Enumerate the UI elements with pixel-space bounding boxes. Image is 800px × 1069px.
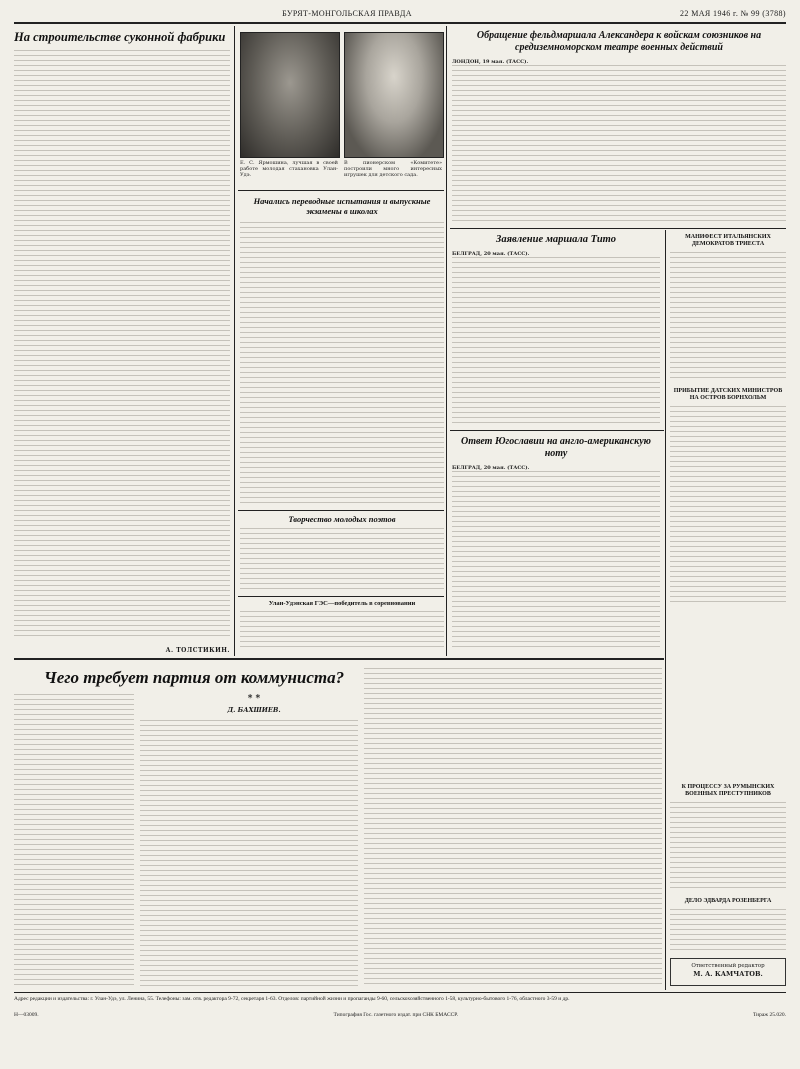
- article-title: ДЕЛО ЭДВАРДА РОЗЕНБЕРГА: [684, 898, 772, 904]
- article-title: К ПРОЦЕССУ ЗА РУМЫНСКИХ ВОЕННЫХ ПРЕСТУПНИКОВ: [681, 784, 775, 797]
- article-title: Чего требует партия от коммуниста?: [44, 668, 345, 687]
- article-danish-ministers: [670, 388, 786, 608]
- article-dateline: ЛОНДОН, 19 мая. (ТАСС).: [452, 59, 529, 65]
- section-rule: [450, 228, 786, 229]
- article-body: [670, 406, 786, 606]
- footer-bottom-line: [14, 1012, 786, 1018]
- article-body: [670, 252, 786, 382]
- section-rule: [238, 190, 444, 191]
- footer-code: Н—03009.: [14, 1012, 39, 1018]
- editor-name: М. А. КАМЧАТОВ.: [693, 970, 763, 978]
- article-signature: А. ТОЛСТИКИН.: [162, 647, 230, 654]
- footer-address: Адрес редакции и издательства: г. Улан-Удэ, ул. Ленина, 55. Телефоны: зам. отв. редактора 9-72, секретаря 1-63. Отделов: партийной жизни и пропаганды 9-60, сельскохозяйственного 1-58, культурно-бытового 1-76, областного 3-59 и др.: [14, 996, 570, 1002]
- section-rule: [14, 658, 664, 660]
- footer-printer: Типография Гос. газетного издат. при СНК БМАССР.: [333, 1012, 459, 1018]
- article-author: Д. БАХШИЕВ.: [227, 706, 281, 714]
- article-body: [140, 720, 358, 986]
- article-body: [364, 668, 662, 986]
- children-photo: [344, 32, 444, 158]
- article-body: [452, 257, 660, 425]
- article-body: [240, 222, 444, 504]
- section-rule: [238, 596, 444, 597]
- article-title: Улан-Удэнская ГЭС—победитель в соревновании: [268, 600, 416, 607]
- article-body: [670, 909, 786, 951]
- article-cloth-factory: [14, 30, 230, 654]
- portrait-photo: [240, 32, 340, 158]
- editor-box: [670, 958, 786, 986]
- article-tito-statement: [452, 234, 660, 428]
- section-rule: [450, 430, 664, 431]
- article-title: Творчество молодых поэтов: [288, 514, 396, 524]
- footer-rule: [14, 992, 786, 993]
- photo-caption: Е. С. Ярмошина, лучшая в своей работе молодая стахановка Улан-Удэ.: [240, 160, 338, 178]
- article-body: [452, 65, 786, 225]
- footer-tirage: Тираж 25.020.: [752, 1012, 786, 1018]
- article-rosenberg: [670, 898, 786, 954]
- column-divider: [234, 26, 235, 656]
- article-alexander-appeal: [452, 30, 786, 226]
- article-body: [670, 802, 786, 892]
- column-divider: [665, 230, 666, 990]
- article-body: [14, 694, 134, 986]
- article-ornament: * *: [247, 694, 261, 704]
- photo-caption: В пионерском «Комитете» построили много интересных игрушек для детского сада.: [344, 160, 442, 178]
- issue-date: 22 МАЯ 1946 г. № 99 (3788): [680, 8, 786, 18]
- article-title: МАНИФЕСТ ИТАЛЬЯНСКИХ ДЕМОКРАТОВ ТРИЕСТА: [685, 234, 771, 247]
- article-party-requirements: [14, 664, 662, 990]
- top-rule: [14, 22, 786, 24]
- editor-label: Ответственный редактор: [691, 963, 765, 969]
- article-body: [452, 471, 660, 649]
- article-body: [240, 611, 444, 651]
- column-divider: [446, 26, 447, 656]
- article-dateline: БЕЛГРАД, 20 мая. (ТАСС).: [452, 251, 530, 257]
- article-dateline: БЕЛГРАД, 20 мая. (ТАСС).: [452, 465, 530, 471]
- section-rule: [238, 510, 444, 511]
- running-header: [14, 6, 786, 20]
- article-title: Заявление маршала Тито: [496, 234, 616, 245]
- article-title: Ответ Югославии на англо-американскую ноту: [461, 436, 651, 459]
- article-title: Начались переводные испытания и выпускные экзамены в школах: [253, 196, 431, 216]
- article-romanian-trial: [670, 784, 786, 894]
- article-title: На строительстве суконной фабрики: [14, 30, 226, 44]
- article-title: Обращение фельдмаршала Александера к войскам союзников на средиземноморском театре военных действий: [476, 30, 762, 53]
- article-body: [240, 528, 444, 590]
- article-exams: [240, 196, 444, 506]
- article-body: [14, 50, 230, 640]
- article-ges-competition: [240, 600, 444, 654]
- article-trieste-manifest: [670, 234, 786, 384]
- article-young-poets: [240, 514, 444, 592]
- article-yugoslav-reply: [452, 436, 660, 654]
- paper-name: БУРЯТ-МОНГОЛЬСКАЯ ПРАВДА: [282, 8, 412, 18]
- article-title: ПРИБЫТИЕ ДАТСКИХ МИНИСТРОВ НА ОСТРОВ БОРНХОЛЬМ: [673, 388, 783, 401]
